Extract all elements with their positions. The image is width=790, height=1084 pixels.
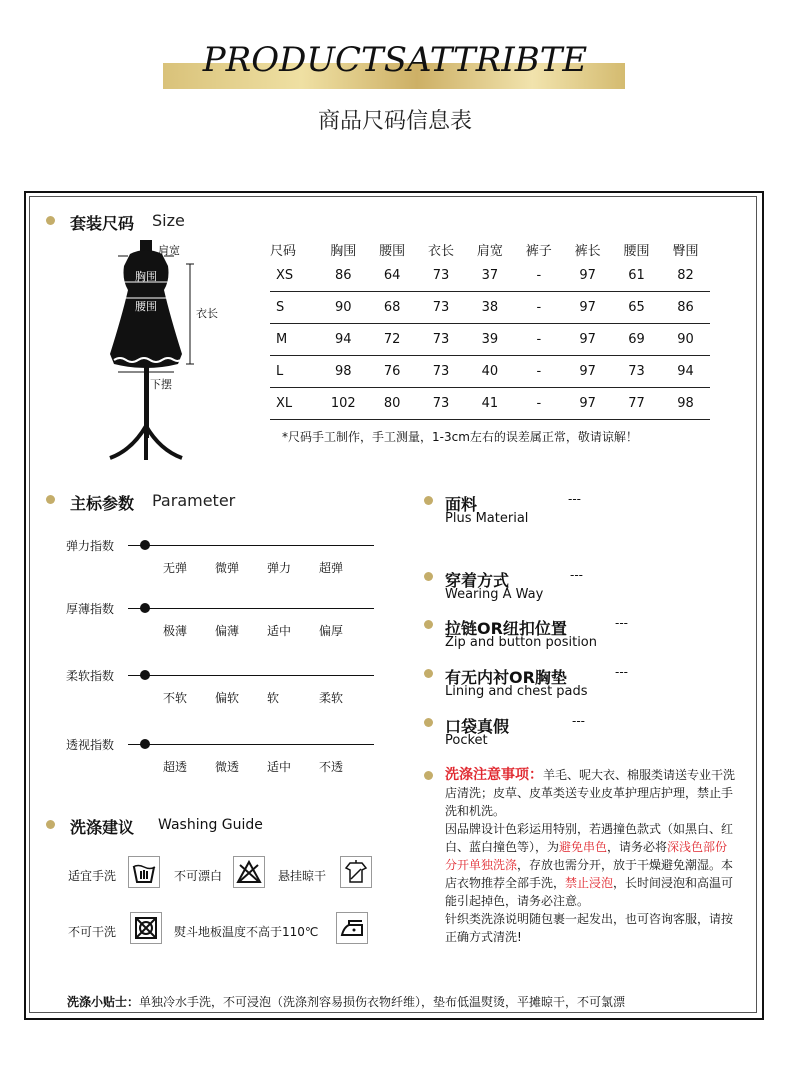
param-scale-line: [128, 608, 374, 609]
table-cell: 97: [563, 260, 612, 292]
table-cell: XL: [270, 388, 319, 420]
table-cell: 39: [466, 324, 515, 356]
wash-label: 不可漂白: [174, 869, 223, 883]
attribute-en: Wearing A Way: [445, 587, 544, 602]
param-label: 弹力指数: [66, 539, 115, 553]
bullet-icon: [424, 496, 433, 505]
table-cell: 98: [661, 388, 710, 420]
table-row: [270, 292, 710, 324]
param-marker: [140, 540, 150, 550]
bullet-icon: [424, 718, 433, 727]
param-label: 厚薄指数: [66, 602, 115, 616]
table-header: 腰围: [379, 243, 406, 259]
table-header: 腰围: [623, 243, 650, 259]
param-option: 适中: [267, 624, 292, 638]
param-marker: [140, 670, 150, 680]
attribute-value: ---: [570, 568, 583, 582]
table-cell: 76: [368, 356, 417, 388]
wash-notes: [445, 766, 735, 946]
param-marker: [140, 603, 150, 613]
attribute-en: Lining and chest pads: [445, 684, 588, 699]
waist-label: 腰围: [135, 300, 157, 313]
table-cell: 38: [466, 292, 515, 324]
wash-notes-p3: 针织类洗涤说明随包裹一起发出，也可咨询客服，请按正确方式清洗!: [445, 912, 734, 944]
table-cell: 65: [612, 292, 661, 324]
table-cell: S: [270, 292, 319, 324]
table-cell: 77: [612, 388, 661, 420]
param-title: 主标参数: [70, 494, 135, 513]
param-option: 无弹: [163, 561, 188, 575]
table-cell: 73: [417, 356, 466, 388]
attribute-value: ---: [615, 616, 628, 630]
wash-label: 适宜手洗: [68, 869, 117, 883]
param-option: 偏厚: [319, 624, 344, 638]
iron-icon: [336, 912, 368, 944]
table-cell: 86: [661, 292, 710, 324]
table-cell: 73: [417, 292, 466, 324]
wash-notes-p2a: 因品牌设计色彩运用特别，若遇撞色款式（如黑白、红白、蓝白撞色等），为: [445, 822, 734, 854]
table-cell: 97: [563, 292, 612, 324]
bullet-icon: [424, 572, 433, 581]
table-cell: 37: [466, 260, 515, 292]
table-cell: 82: [661, 260, 710, 292]
header-title: PRODUCTSATTRIBTE: [202, 40, 588, 80]
table-cell: -: [514, 260, 563, 292]
attribute-title: 拉链OR纽扣位置: [445, 619, 567, 638]
table-cell: 73: [417, 388, 466, 420]
param-option: 偏薄: [215, 624, 240, 638]
table-cell: 102: [319, 388, 368, 420]
param-label: 透视指数: [66, 738, 115, 752]
table-row: [270, 388, 710, 420]
param-option: 柔软: [319, 691, 344, 705]
param-title-en: Parameter: [152, 491, 236, 510]
bullet-icon: [424, 620, 433, 629]
no-bleach-icon: [233, 856, 265, 888]
wash-notes-p2d: ，长时间浸泡和高温可能引起掉色，请务必注意。: [445, 876, 734, 908]
chest-label: 胸围: [135, 270, 157, 283]
hand-wash-icon: [128, 856, 160, 888]
table-cell: 69: [612, 324, 661, 356]
bullet-icon: [424, 771, 433, 780]
table-cell: 40: [466, 356, 515, 388]
attribute-en: Plus Material: [445, 511, 529, 526]
washing-tip-text: 单独冷水手洗，不可浸泡（洗涤剂容易损伤衣物纤维），垫布低温熨烫，平摊晾干，不可氯漂: [139, 995, 626, 1009]
table-header: 裤子: [525, 243, 552, 259]
param-option: 微弹: [215, 561, 240, 575]
attribute-en: Pocket: [445, 733, 488, 748]
param-option: 软: [267, 691, 280, 705]
attribute-title: 面料: [445, 495, 478, 514]
table-header: 胸围: [330, 243, 357, 259]
table-cell: 94: [319, 324, 368, 356]
table-cell: 73: [417, 324, 466, 356]
table-cell: M: [270, 324, 319, 356]
size-title: 套装尺码: [70, 214, 135, 233]
wash-notes-red: 深浅色部份分开单独洗涤: [445, 840, 728, 872]
washing-guide-title-en: Washing Guide: [158, 817, 263, 833]
table-cell: 41: [466, 388, 515, 420]
length-label: 衣长: [196, 307, 218, 320]
param-label: 柔软指数: [66, 669, 115, 683]
param-scale-line: [128, 744, 374, 745]
hang-dry-icon: [340, 856, 372, 888]
no-dry-clean-icon: [130, 912, 162, 944]
param-option: 超弹: [319, 561, 344, 575]
washing-guide-title: 洗涤建议: [70, 818, 135, 837]
table-cell: -: [514, 388, 563, 420]
table-row: [270, 356, 710, 388]
table-cell: 73: [417, 260, 466, 292]
bullet-icon: [46, 820, 55, 829]
wash-notes-p2b: ，请务必将: [607, 840, 668, 854]
param-option: 弹力: [267, 561, 292, 575]
bullet-icon: [46, 495, 55, 504]
attribute-title: 口袋真假: [445, 717, 510, 736]
hem-label: 下摆: [150, 378, 172, 391]
table-cell: 97: [563, 324, 612, 356]
table-cell: 61: [612, 260, 661, 292]
table-cell: 80: [368, 388, 417, 420]
size-table: [270, 238, 710, 420]
table-header: 臀围: [672, 243, 699, 259]
param-marker: [140, 739, 150, 749]
attribute-title: 穿着方式: [445, 571, 510, 590]
param-option: 极薄: [163, 624, 188, 638]
param-option: 偏软: [215, 691, 240, 705]
wash-notes-p2c: ，存放也需分开，放于干燥避免潮湿。本店衣物推荐全部手洗，: [445, 858, 734, 890]
param-option: 不软: [163, 691, 188, 705]
attribute-title: 有无内衬OR胸垫: [445, 668, 567, 687]
param-scale-line: [128, 675, 374, 676]
wash-notes-title: 洗涤注意事项：: [445, 767, 543, 783]
size-title-en: Size: [152, 211, 185, 230]
table-row: [270, 260, 710, 292]
attribute-value: ---: [568, 492, 581, 506]
table-cell: 94: [661, 356, 710, 388]
table-cell: 64: [368, 260, 417, 292]
table-cell: L: [270, 356, 319, 388]
header-subtitle: 商品尺码信息表: [317, 109, 472, 134]
table-header: 裤长: [574, 243, 601, 259]
attribute-en: Zip and button position: [445, 635, 597, 650]
wash-notes-red: 避免串色: [559, 840, 608, 854]
bullet-icon: [424, 669, 433, 678]
washing-tip-label: 洗涤小贴士：: [67, 995, 140, 1009]
table-cell: 68: [368, 292, 417, 324]
attribute-value: ---: [615, 665, 628, 679]
washing-tip: [67, 993, 625, 1010]
mannequin-icon: [100, 236, 240, 468]
table-header: 尺码: [270, 243, 297, 259]
table-header: 衣长: [428, 243, 455, 259]
table-cell: 86: [319, 260, 368, 292]
wash-notes-red: 禁止浸泡: [565, 876, 614, 890]
table-cell: 97: [563, 356, 612, 388]
param-scale-line: [128, 545, 374, 546]
table-cell: 73: [612, 356, 661, 388]
table-cell: 90: [319, 292, 368, 324]
bullet-icon: [46, 216, 55, 225]
table-cell: -: [514, 292, 563, 324]
table-cell: -: [514, 356, 563, 388]
table-row: [270, 324, 710, 356]
param-option: 适中: [267, 760, 292, 774]
table-cell: XS: [270, 260, 319, 292]
table-cell: 90: [661, 324, 710, 356]
attribute-value: ---: [572, 714, 585, 728]
param-option: 不透: [319, 760, 344, 774]
wash-label: 悬挂晾干: [278, 869, 327, 883]
wash-label: 熨斗地板温度不高于110℃: [174, 925, 319, 939]
table-cell: 98: [319, 356, 368, 388]
wash-label: 不可干洗: [68, 925, 117, 939]
table-header: 肩宽: [476, 243, 503, 259]
shoulder-label: 肩宽: [158, 244, 180, 257]
param-option: 微透: [215, 760, 240, 774]
size-note: *尺码手工制作，手工测量，1-3cm左右的误差属正常，敬请谅解！: [282, 430, 638, 444]
table-cell: -: [514, 324, 563, 356]
table-cell: 72: [368, 324, 417, 356]
wash-notes-p1: 羊毛、呢大衣、棉服类请送专业干洗店清洗；皮草、皮革类送专业皮革护理店护理，禁止手洗和机洗。: [445, 768, 736, 818]
param-option: 超透: [163, 760, 188, 774]
table-cell: 97: [563, 388, 612, 420]
